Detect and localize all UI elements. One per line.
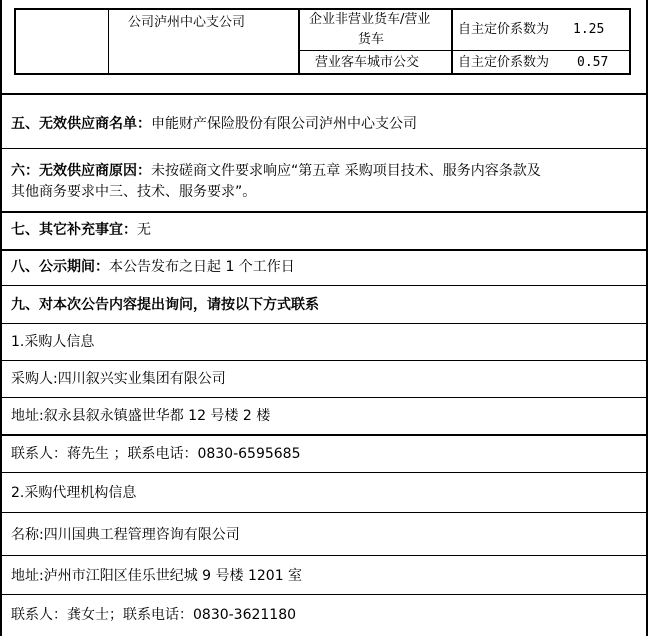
section-6-label: 六：无效供应商原因： — [11, 163, 151, 179]
section-6-row — [11, 162, 541, 180]
coef-label-1: 自主定价系数为 — [458, 22, 550, 37]
vehicle-type-cell-1-line1: 企业非营业货车/营业 — [309, 12, 431, 27]
row-divider-5 — [0, 285, 648, 286]
row-divider-11 — [0, 512, 648, 513]
agency-contact: 联系人：龚女士；联系电话：0830-3621180 — [11, 607, 297, 623]
agency-address: 地址:泸州市江阳区佳乐世纪城 9 号楼 1201 室 — [11, 568, 303, 584]
row-divider-12 — [0, 555, 648, 556]
row-divider-2 — [0, 148, 648, 149]
section-8-label: 八、公示期间： — [11, 259, 109, 275]
section-8-row — [11, 258, 295, 276]
vehicle-type-cell-1-line2: 货车 — [358, 32, 385, 47]
row-divider-13 — [0, 594, 648, 595]
purchaser-contact: 联系人：蒋先生 ；联系电话：0830-6595685 — [11, 446, 301, 462]
agency-name: 名称:四川国典工程管理咨询有限公司 — [11, 527, 240, 543]
section-6-value-line1: 未按磋商文件要求响应“第五章 采购项目技术、服务内容条款及 — [151, 163, 541, 179]
row-divider-1 — [0, 93, 648, 95]
section-6-value-line2: 其他商务要求中三、技术、服务要求”。 — [11, 184, 257, 200]
outer-right-border — [646, 0, 648, 636]
top-table-left-border — [14, 8, 16, 75]
top-table-col-divider-3 — [451, 8, 453, 75]
vehicle-type-cell-2: 营业客车城市公交 — [315, 55, 420, 70]
section-5-row — [11, 115, 417, 133]
section-5-value: 申能财产保险股份有限公司泸州中心支公司 — [151, 116, 417, 132]
top-table-col-divider-2 — [298, 8, 300, 75]
row-divider-8 — [0, 397, 648, 398]
row-divider-3 — [0, 211, 648, 213]
section-7-label: 七、其它补充事宜： — [11, 222, 137, 238]
coef-value-2: 0.57 — [577, 55, 609, 70]
purchaser-address: 地址:叙永县叙永镇盛世华都 12 号楼 2 楼 — [11, 408, 271, 424]
top-table-top-border — [14, 8, 631, 10]
row-divider-7 — [0, 360, 648, 361]
section-7-value: 无 — [137, 222, 151, 238]
agency-info-title: 2.采购代理机构信息 — [11, 485, 137, 501]
top-table-right-border — [629, 8, 631, 75]
section-7-row — [11, 221, 151, 239]
company-cell: 公司泸州中心支公司 — [128, 15, 246, 30]
row-divider-9 — [0, 434, 648, 436]
top-table-col-divider-1 — [108, 8, 109, 75]
top-table-bottom-border — [14, 73, 631, 75]
section-8-value: 本公告发布之日起 1 个工作日 — [109, 259, 295, 275]
purchaser-name: 采购人:四川叙兴实业集团有限公司 — [11, 371, 226, 387]
outer-left-border — [0, 0, 2, 636]
row-divider-6 — [0, 323, 648, 324]
coef-label-2: 自主定价系数为 — [458, 55, 550, 70]
row-divider-10 — [0, 472, 648, 473]
coef-value-1: 1.25 — [573, 22, 605, 37]
top-table-row-divider — [298, 50, 631, 51]
section-5-label: 五、无效供应商名单： — [11, 116, 151, 132]
section-9-heading: 九、对本次公告内容提出询问，请按以下方式联系 — [11, 297, 319, 313]
purchaser-info-title: 1.采购人信息 — [11, 334, 95, 350]
row-divider-4 — [0, 249, 648, 251]
